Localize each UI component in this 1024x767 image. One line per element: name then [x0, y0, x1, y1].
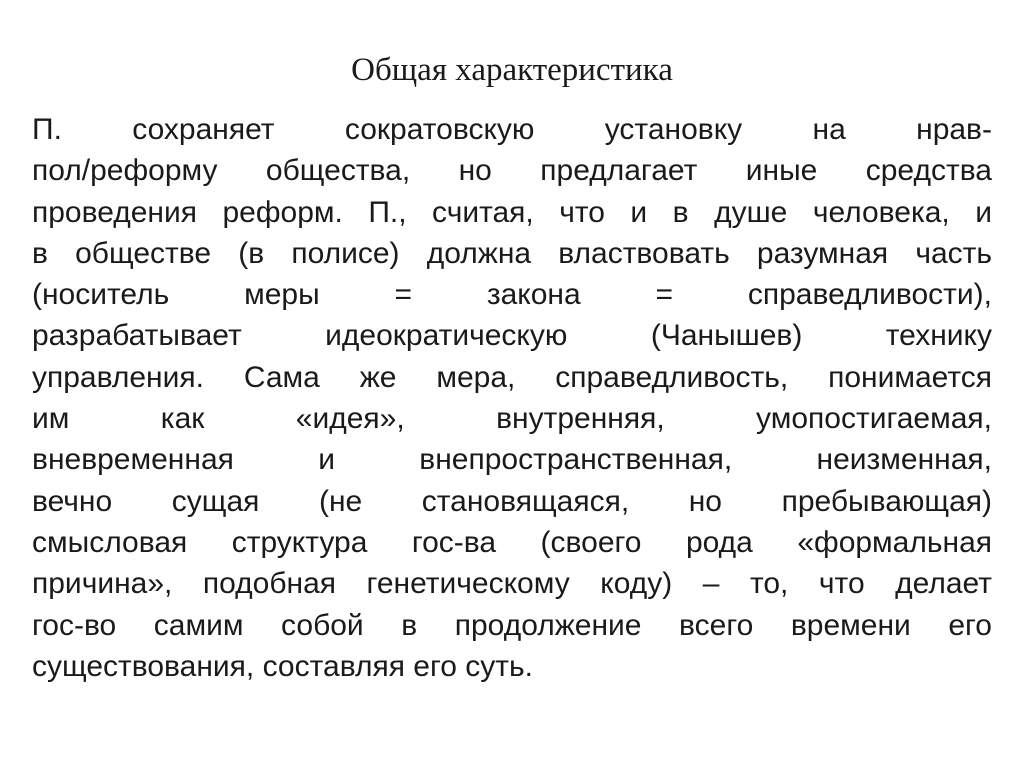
body-line: им как «идея», внутренняя, умопостигаемая,: [32, 402, 992, 436]
body-line: причина», подобная генетическому коду) – то, что делает: [32, 567, 992, 601]
body-line: гос-во самим собой в продолжение всего времени его: [32, 608, 992, 642]
body-line: (носитель меры = закона = справедливости),: [32, 278, 992, 312]
body-line: пол/реформу общества, но предлагает иные средства: [32, 154, 992, 188]
body-line: в обществе (в полисе) должна властвовать разумная часть: [32, 236, 992, 270]
slide-title: Общая характеристика: [351, 52, 673, 88]
body-line: разрабатывает идеократическую (Чанышев) технику: [32, 319, 992, 353]
body-line: вневременная и внепространственная, неизменная,: [32, 443, 992, 477]
body-line: проведения реформ. П., считая, что и в душе человека, и: [32, 195, 992, 229]
body-line: управления. Сама же мера, справедливость, понимается: [32, 360, 992, 394]
body-line: вечно сущая (не становящаяся, но пребывающая): [32, 484, 992, 518]
body-line: П. сохраняет сократовскую установку на нрав-: [32, 113, 992, 146]
slide-body: [32, 109, 992, 687]
body-line-last: существования, составляя его суть.: [32, 649, 533, 683]
body-line: смысловая структура гос-ва (своего рода «формальная: [32, 525, 992, 559]
